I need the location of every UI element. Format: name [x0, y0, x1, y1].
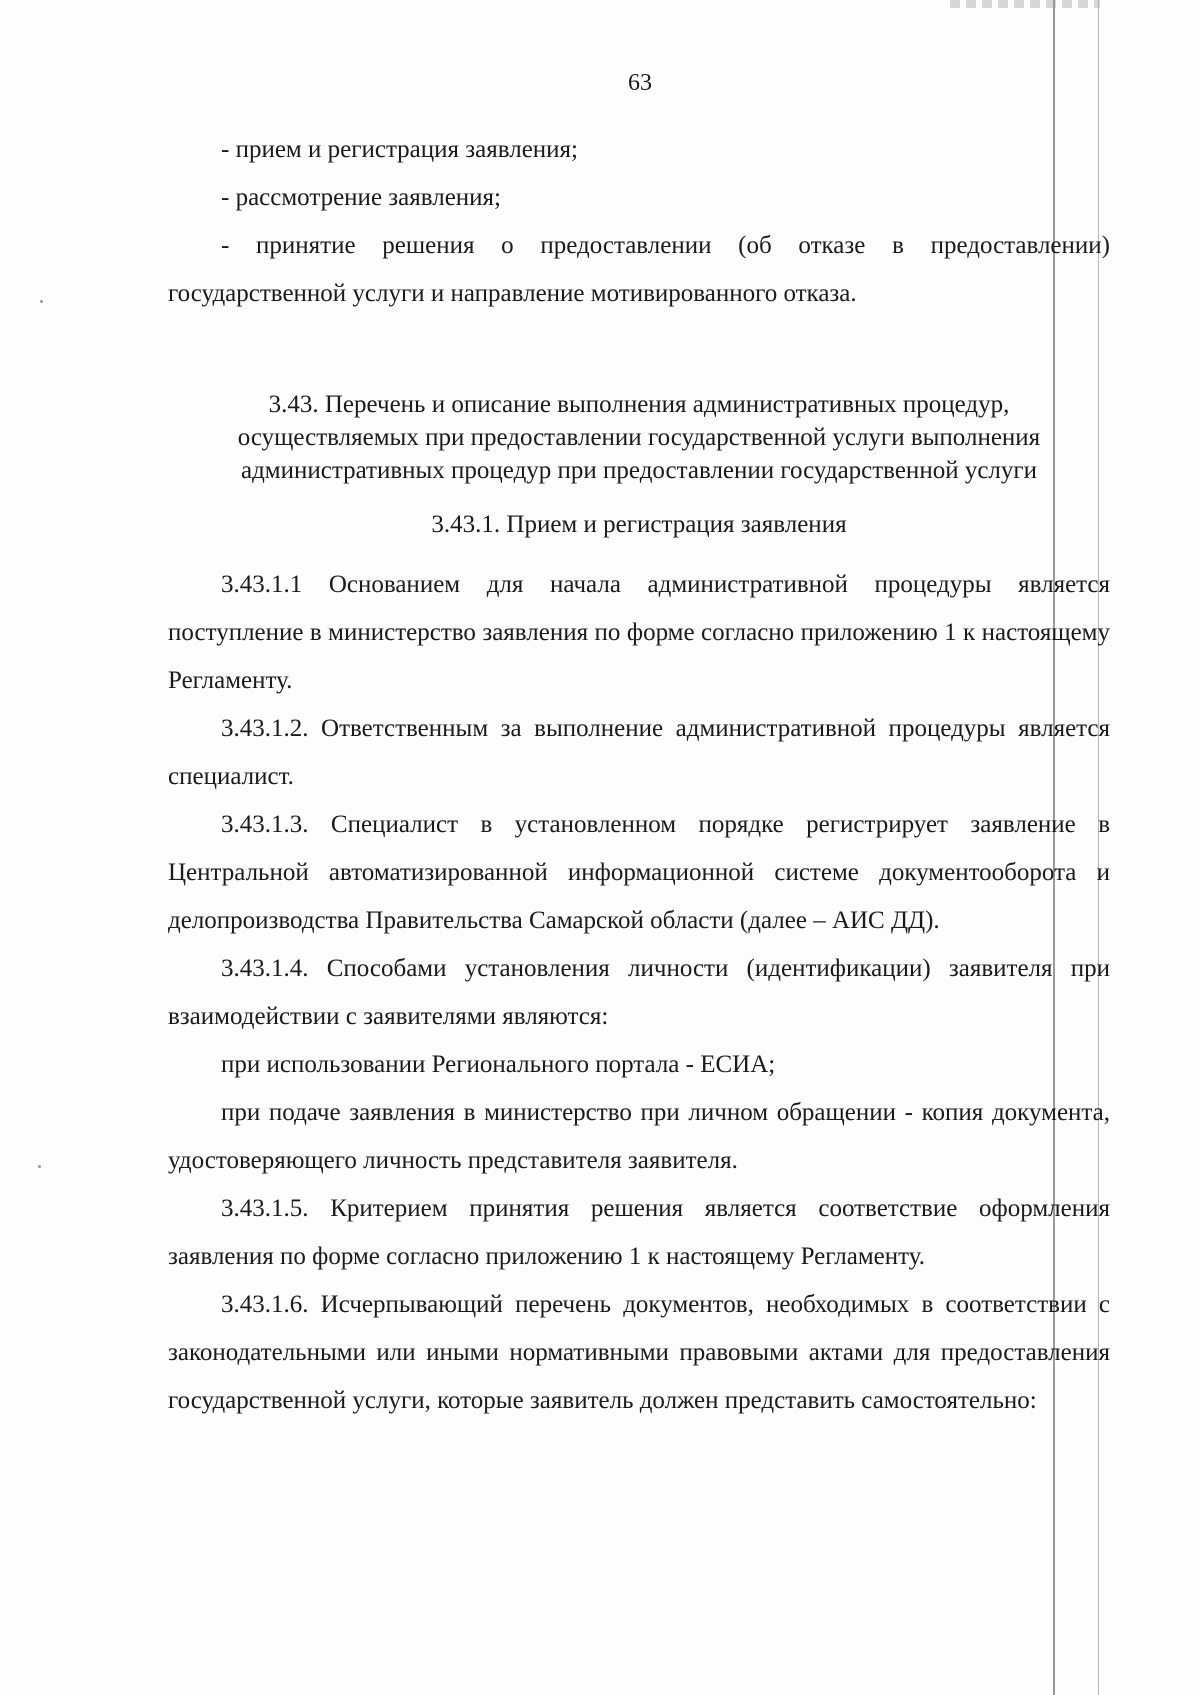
subsection-heading: 3.43.1. Прием и регистрация заявления [431, 511, 847, 538]
paragraph: 3.43.1.1 Основанием для начала административной процедуры является поступление в министерство заявления по форме согласно приложению 1 к настоящему Регламенту. [168, 571, 1110, 694]
section-heading: 3.43. Перечень и описание выполнения административных процедур, осуществляемых при предоставлении государственной услуги выполнения административных процедур при предоставлении государственной услуги [237, 391, 1041, 484]
paragraph: при использовании Регионального портала - ЕСИА; [221, 1051, 776, 1078]
document-body [168, 126, 1110, 1425]
paragraph: при подаче заявления в министерство при личном обращении - копия документа, удостоверяющего личность представителя заявителя. [168, 1099, 1110, 1174]
page-number: 63 [628, 70, 652, 96]
list-item: - прием и регистрация заявления; [221, 136, 579, 163]
paragraph: 3.43.1.3. Специалист в установленном порядке регистрирует заявление в Центральной автоматизированной информационной системе документооборота и делопроизводства Правительства Самарской области (далее – АИС ДД). [168, 811, 1110, 934]
paragraph: 3.43.1.6. Исчерпывающий перечень документов, необходимых в соответствии с законодательными или иными нормативными правовыми актами для предоставления государственной услуги, которые заявитель должен представить самостоятельно: [168, 1291, 1110, 1414]
scan-speck [38, 1165, 41, 1168]
list-item: - принятие решения о предоставлении (об отказе в предоставлении) государственной услуги и направление мотивированного отказа. [168, 232, 1110, 307]
paragraph: 3.43.1.5. Критерием принятия решения является соответствие оформления заявления по форме согласно приложению 1 к настоящему Регламенту. [168, 1195, 1110, 1270]
paragraph: 3.43.1.4. Способами установления личности (идентификации) заявителя при взаимодействии с заявителями являются: [168, 955, 1110, 1030]
scan-artifact [950, 0, 1100, 8]
list-item: - рассмотрение заявления; [221, 184, 502, 211]
paragraph: 3.43.1.2. Ответственным за выполнение административной процедуры является специалист. [168, 715, 1110, 790]
scan-speck [40, 300, 43, 303]
